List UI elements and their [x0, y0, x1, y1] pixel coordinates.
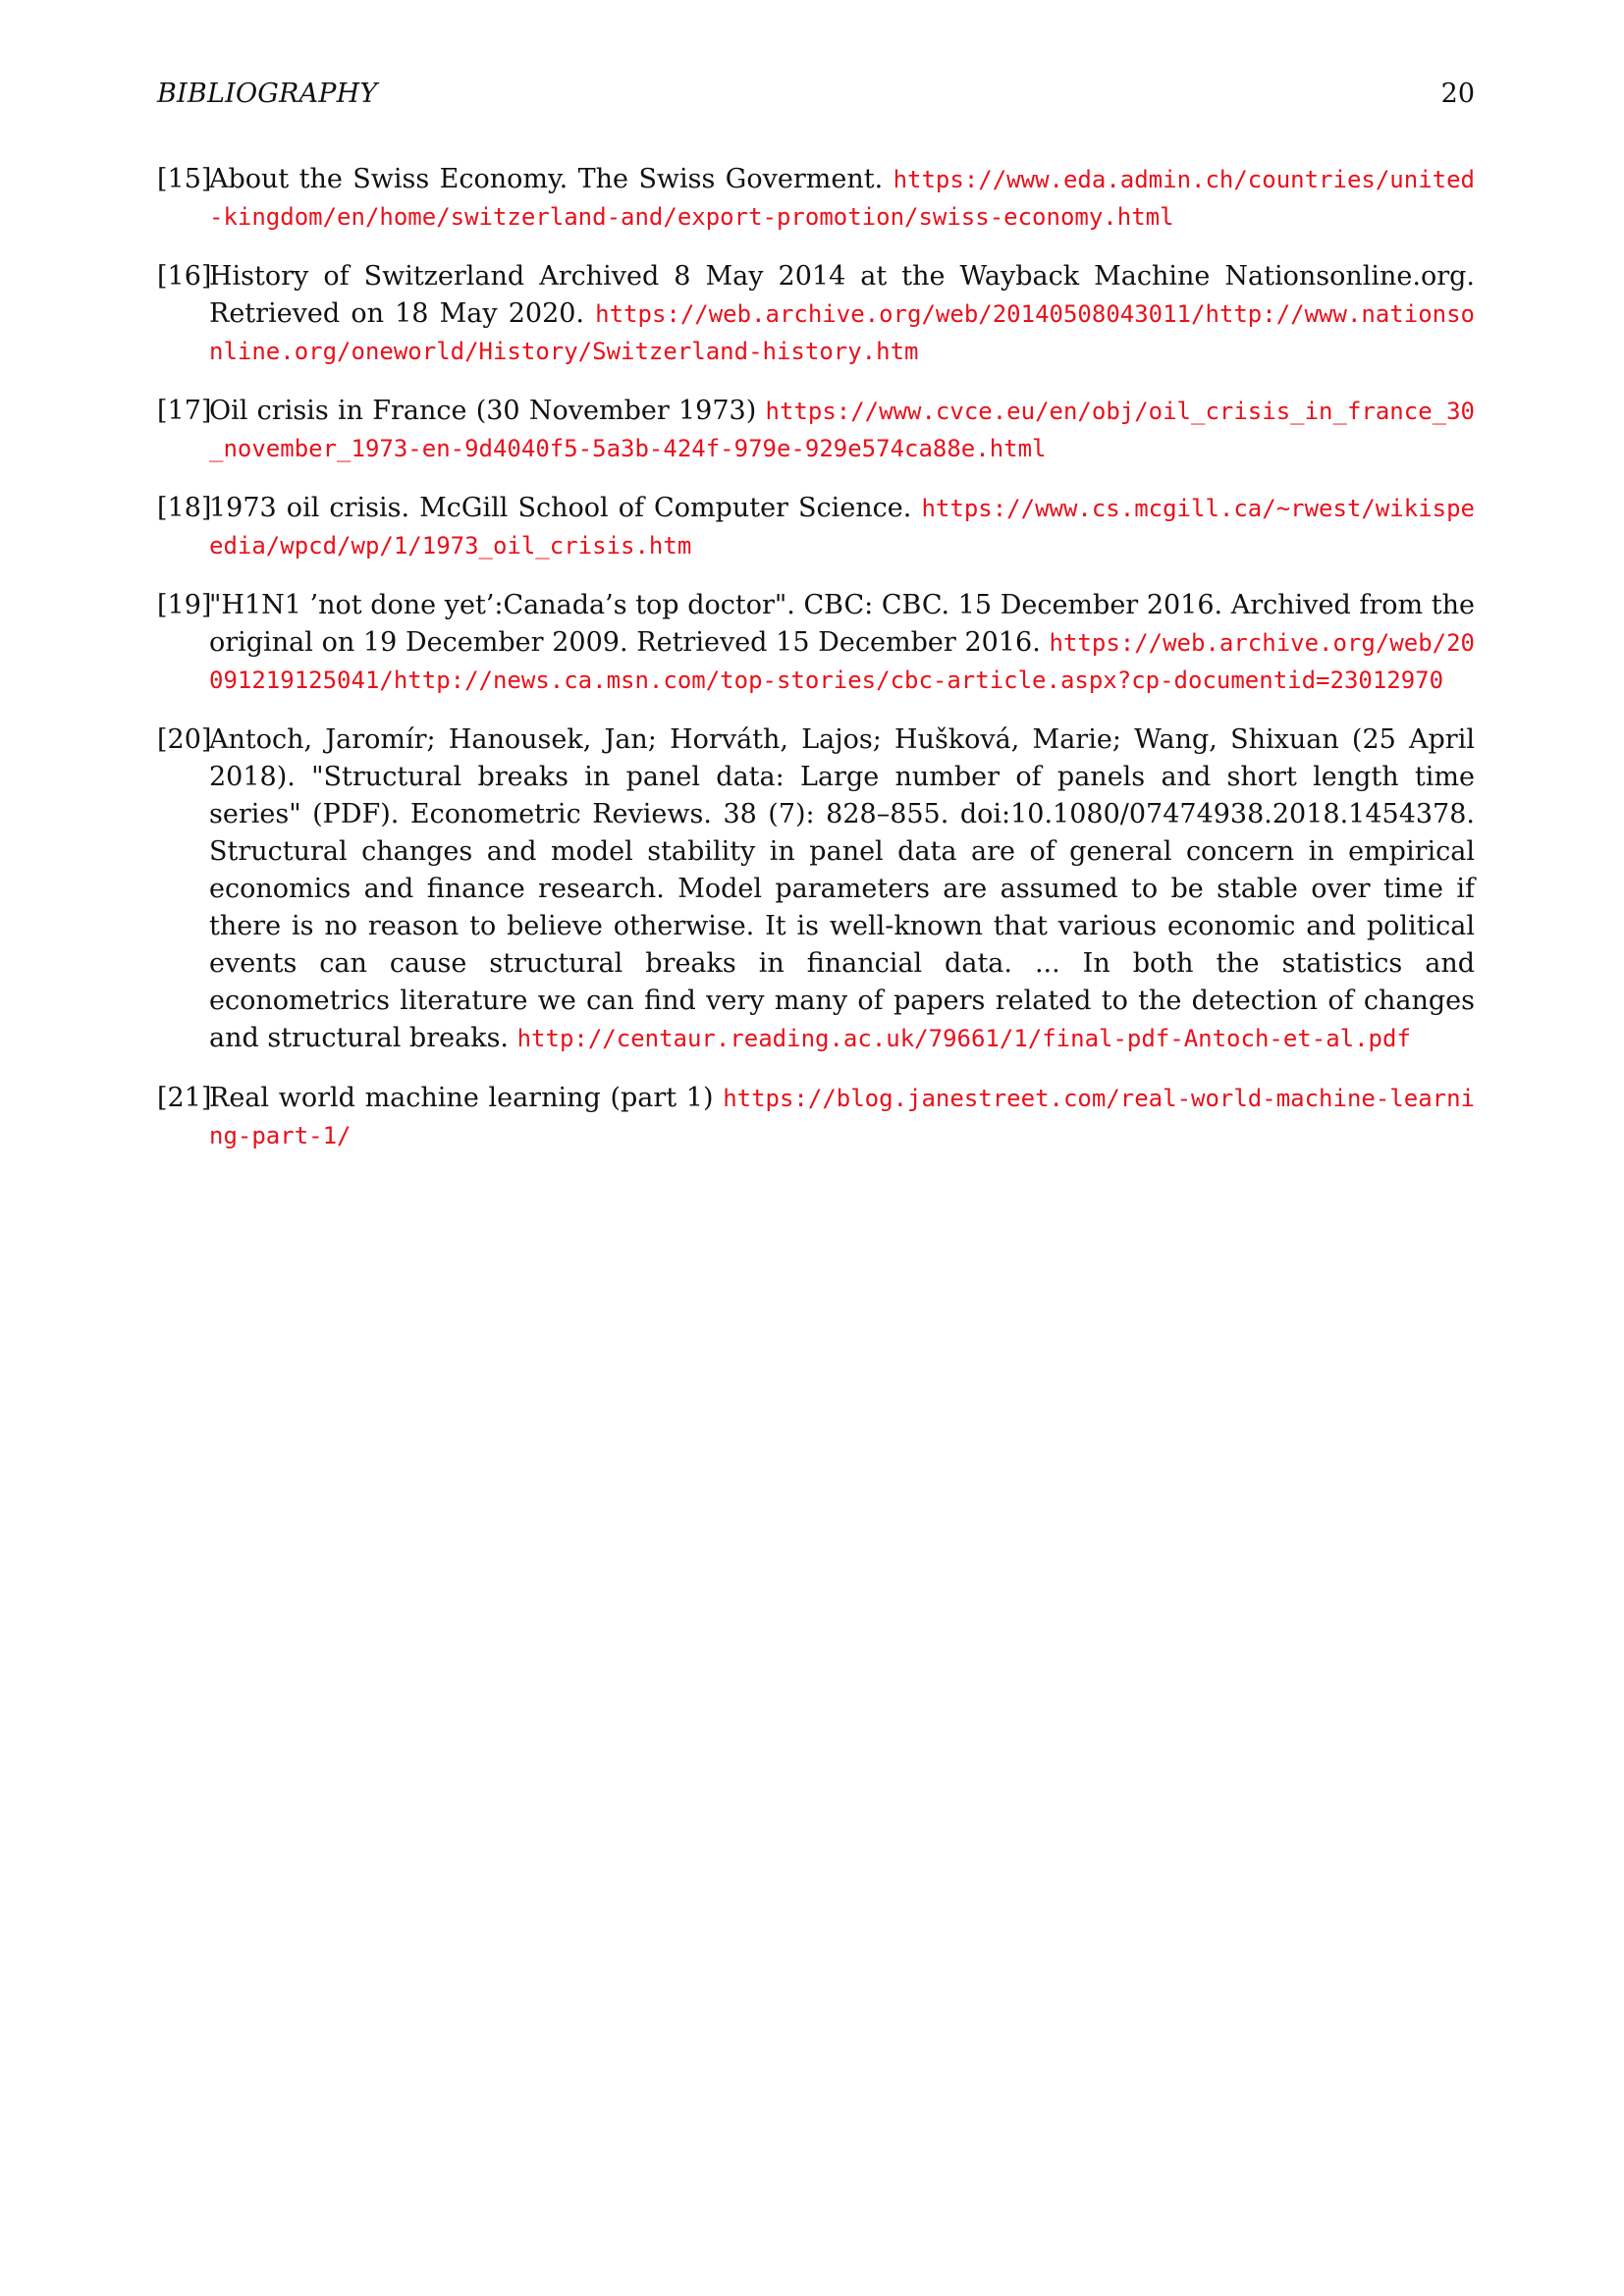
- reference-text: Oil crisis in France (30 November 1973): [209, 396, 766, 426]
- bibliography-entry-17: [157, 393, 1475, 467]
- reference-link[interactable]: https://web.archive.org/web/20091219125041/http://news.ca.msn.com/top-stories/cbc-article.aspx?cp-documentid=23012970: [209, 629, 1475, 694]
- reference-label: [19]: [157, 590, 212, 620]
- bibliography-entry-18: [157, 490, 1475, 564]
- running-title: BIBLIOGRAPHY: [157, 79, 378, 109]
- reference-link[interactable]: https://web.archive.org/web/20140508043011/http://www.nationsonline.org/oneworld/History/Switzerland-history.htm: [209, 300, 1475, 365]
- reference-text: Antoch, Jaromír; Hanousek, Jan; Horváth, Lajos; Hušková, Marie; Wang, Shixuan (25 April 2018). "Structural breaks in panel data: Large number of panels and short length time series" (PDF). Econometric Reviews. 38 (7): 828–855. doi:10.1080/07474938.2018.1454378. Structural changes and model stability in panel data are of general concern in empirical economics and finance research. Model parameters are assumed to be stable over time if there is no reason to believe otherwise. It is well-known that various economic and political events can cause structural breaks in financial data. ... In both the statistics and econometrics literature we can find very many of papers related to the detection of changes and structural breaks.: [209, 724, 1475, 1053]
- reference-link[interactable]: https://www.cvce.eu/en/obj/oil_crisis_in_france_30_november_1973-en-9d4040f5-5a3b-424f-979e-929e574ca88e.html: [209, 398, 1475, 462]
- reference-text: 1973 oil crisis. McGill School of Computer Science.: [209, 493, 922, 523]
- running-header: [157, 77, 1475, 112]
- page-number: 20: [1440, 79, 1475, 109]
- reference-text: History of Switzerland Archived 8 May 2014 at the Wayback Machine Nationsonline.org. Retrieved on 18 May 2020.: [209, 261, 1475, 329]
- bibliography-entry-16: [157, 258, 1475, 370]
- reference-label: [18]: [157, 493, 212, 523]
- reference-link[interactable]: http://centaur.reading.ac.uk/79661/1/final-pdf-Antoch-et-al.pdf: [516, 1025, 1411, 1052]
- reference-label: [15]: [157, 164, 212, 194]
- reference-label: [21]: [157, 1083, 212, 1113]
- bibliography-entry-19: [157, 587, 1475, 699]
- bibliography-entry-20: [157, 721, 1475, 1057]
- reference-text: About the Swiss Economy. The Swiss Goverment.: [209, 164, 893, 194]
- reference-label: [16]: [157, 261, 212, 292]
- bibliography-list: [157, 161, 1475, 1177]
- reference-label: [17]: [157, 396, 212, 426]
- reference-link[interactable]: https://blog.janestreet.com/real-world-machine-learning-part-1/: [209, 1085, 1475, 1149]
- reference-text: "H1N1 ’not done yet’:Canada’s top doctor". CBC: CBC. 15 December 2016. Archived from the original on 19 December 2009. Retrieved 15 December 2016.: [209, 590, 1475, 658]
- bibliography-entry-21: [157, 1080, 1475, 1154]
- reference-label: [20]: [157, 724, 212, 755]
- reference-link[interactable]: https://www.eda.admin.ch/countries/united-kingdom/en/home/switzerland-and/export-promotion/swiss-economy.html: [209, 166, 1475, 231]
- reference-link[interactable]: https://www.cs.mcgill.ca/~rwest/wikispeedia/wpcd/wp/1/1973_oil_crisis.htm: [209, 495, 1475, 560]
- reference-text: Real world machine learning (part 1): [209, 1083, 724, 1113]
- bibliography-entry-15: [157, 161, 1475, 236]
